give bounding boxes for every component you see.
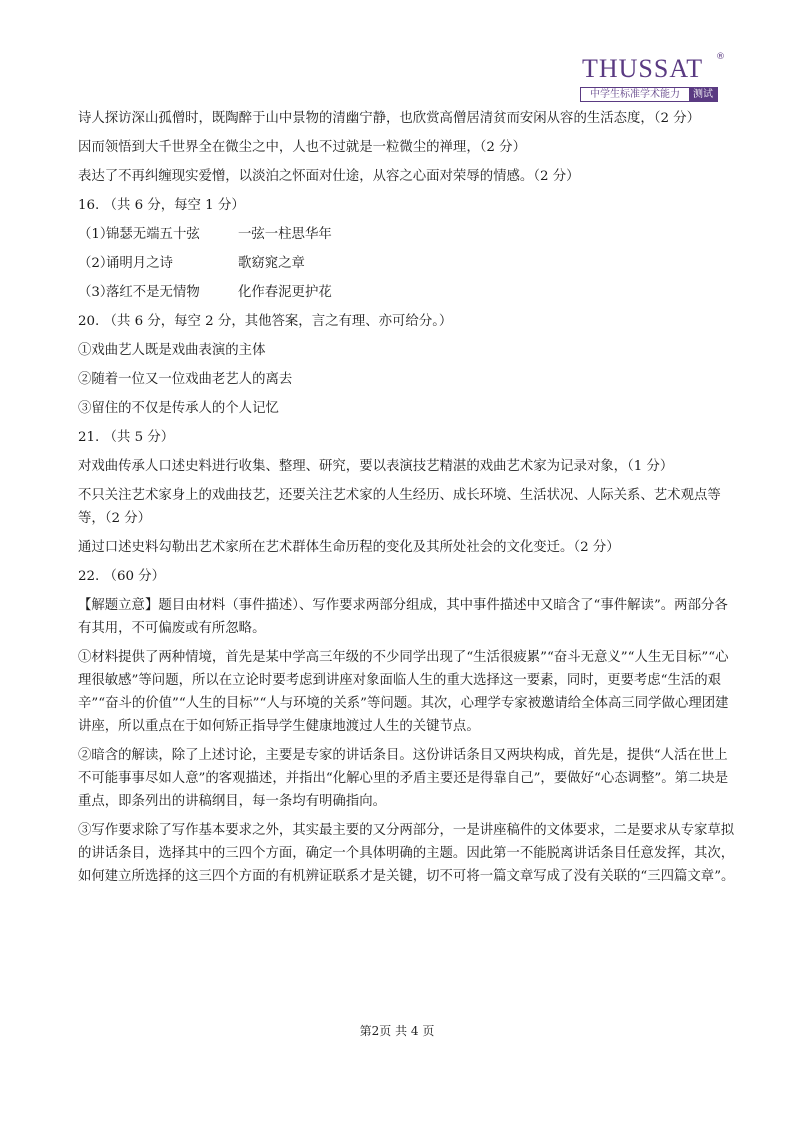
answer-line: ①戏曲艺人既是戏曲表演的主体 (78, 343, 266, 358)
answer-paragraph: ③写作要求除了写作基本要求之外，其实最主要的又分两部分，一是讲座稿件的文体要求，二是要求从专家草拟的讲话条目，选择其中的三四个方面，确定一个具体明确的主题。因此第一不能脱离讲话条目任意发挥，其次，如何建立所选择的这三四个方面的有机辨证联系才是关键，切不可将一篇文章写成了没有关联的“三四篇文章”。 (78, 823, 735, 884)
poem-number: （2） (78, 256, 114, 271)
answer-paragraph: 【解题立意】题目由材料（事件描述）、写作要求两部分组成，其中事件描述中又暗含了“事件解读”。两部分各有其用，不可偏废或有所忽略。 (78, 598, 728, 636)
poem-line-b: 一弦一柱思华年 (238, 227, 332, 242)
logo-badge: 测试 (689, 88, 717, 101)
thussat-logo (580, 52, 725, 106)
answer-line: 表达了不再纠缠现实爱憎，以淡泊之怀面对仕途，从容之心面对荣辱的情感。（2 分） (78, 169, 580, 184)
page-number: 第2页 共 4 页 (359, 1024, 435, 1038)
registered-mark: ® (716, 52, 725, 62)
poem-line-a: 落红不是无情物 (106, 285, 200, 300)
poem-answer-2 (78, 252, 738, 275)
poem-line-a: 诵明月之诗 (106, 256, 173, 271)
answer-paragraph: ①材料提供了两种情境，首先是某中学高三年级的不少同学出现了“生活很疲累”“奋斗无意义”“人生无目标”“心理很敏感”等问题，所以在立论时要考虑到讲座对象面临人生的重大选择这一要素，同时，更要考虑“生活的艰辛”“奋斗的价值”“人生的目标”“人与环境的关系”等问题。其次，心理学专家被邀请给全体高三同学做心理团建讲座，所以重点在于如何矫正指导学生健康地渡过人生的关键节点。 (78, 650, 729, 734)
poem-number: （3） (78, 285, 114, 300)
poem-line-b: 歌窈窕之章 (238, 256, 305, 271)
answer-line: 对戏曲传承人口述史料进行收集、整理、研究，要以表演技艺精湛的戏曲艺术家为记录对象，（1 分） (78, 459, 674, 474)
poem-line-a: 锦瑟无端五十弦 (106, 227, 200, 242)
question-22-heading: 22. （60 分） (78, 569, 166, 584)
answer-paragraph: ②暗含的解读，除了上述讨论，主要是专家的讲话条目。这份讲话条目又两块构成，首先是，提供“人活在世上不可能事事尽如人意”的客观描述，并指出“化解心里的矛盾主要还是得靠自己”，要做好“心态调整”。第二块是重点，即条列出的讲稿纲目，每一条均有明确指向。 (78, 748, 729, 809)
answer-paragraph: 不只关注艺术家身上的戏曲技艺，还要关注艺术家的人生经历、成长环境、生活状况、人际关系、艺术观点等等，（2 分） (78, 488, 721, 526)
answer-line: 通过口述史料勾勒出艺术家所在艺术群体生命历程的变化及其所处社会的文化变迁。（2 分） (78, 540, 620, 555)
answer-content (78, 107, 738, 894)
question-16-heading: 16. （共 6 分，每空 1 分） (78, 198, 245, 213)
poem-number: （1） (78, 227, 114, 242)
answer-line: ③留住的不仅是传承人的个人记忆 (78, 401, 279, 416)
logo-subtitle-bar (580, 87, 718, 102)
poem-answer-3 (78, 281, 738, 304)
question-20-heading: 20. （共 6 分，每空 2 分，其他答案，言之有理、亦可给分。） (78, 314, 453, 329)
poem-answer-1 (78, 223, 738, 246)
logo-subtitle: 中学生标准学术能力 (590, 89, 680, 100)
answer-line: 因而领悟到大千世界全在微尘之中，人也不过就是一粒微尘的禅理，（2 分） (78, 140, 526, 155)
answer-line: ②随着一位又一位戏曲老艺人的离去 (78, 372, 293, 387)
question-21-heading: 21. （共 5 分） (78, 430, 175, 445)
answer-line: 诗人探访深山孤僧时，既陶醉于山中景物的清幽宁静，也欣赏高僧居清贫而安闲从容的生活态度，（2 分） (78, 111, 701, 126)
poem-line-b: 化作春泥更护花 (238, 285, 332, 300)
logo-title: THUSSAT (582, 54, 704, 83)
